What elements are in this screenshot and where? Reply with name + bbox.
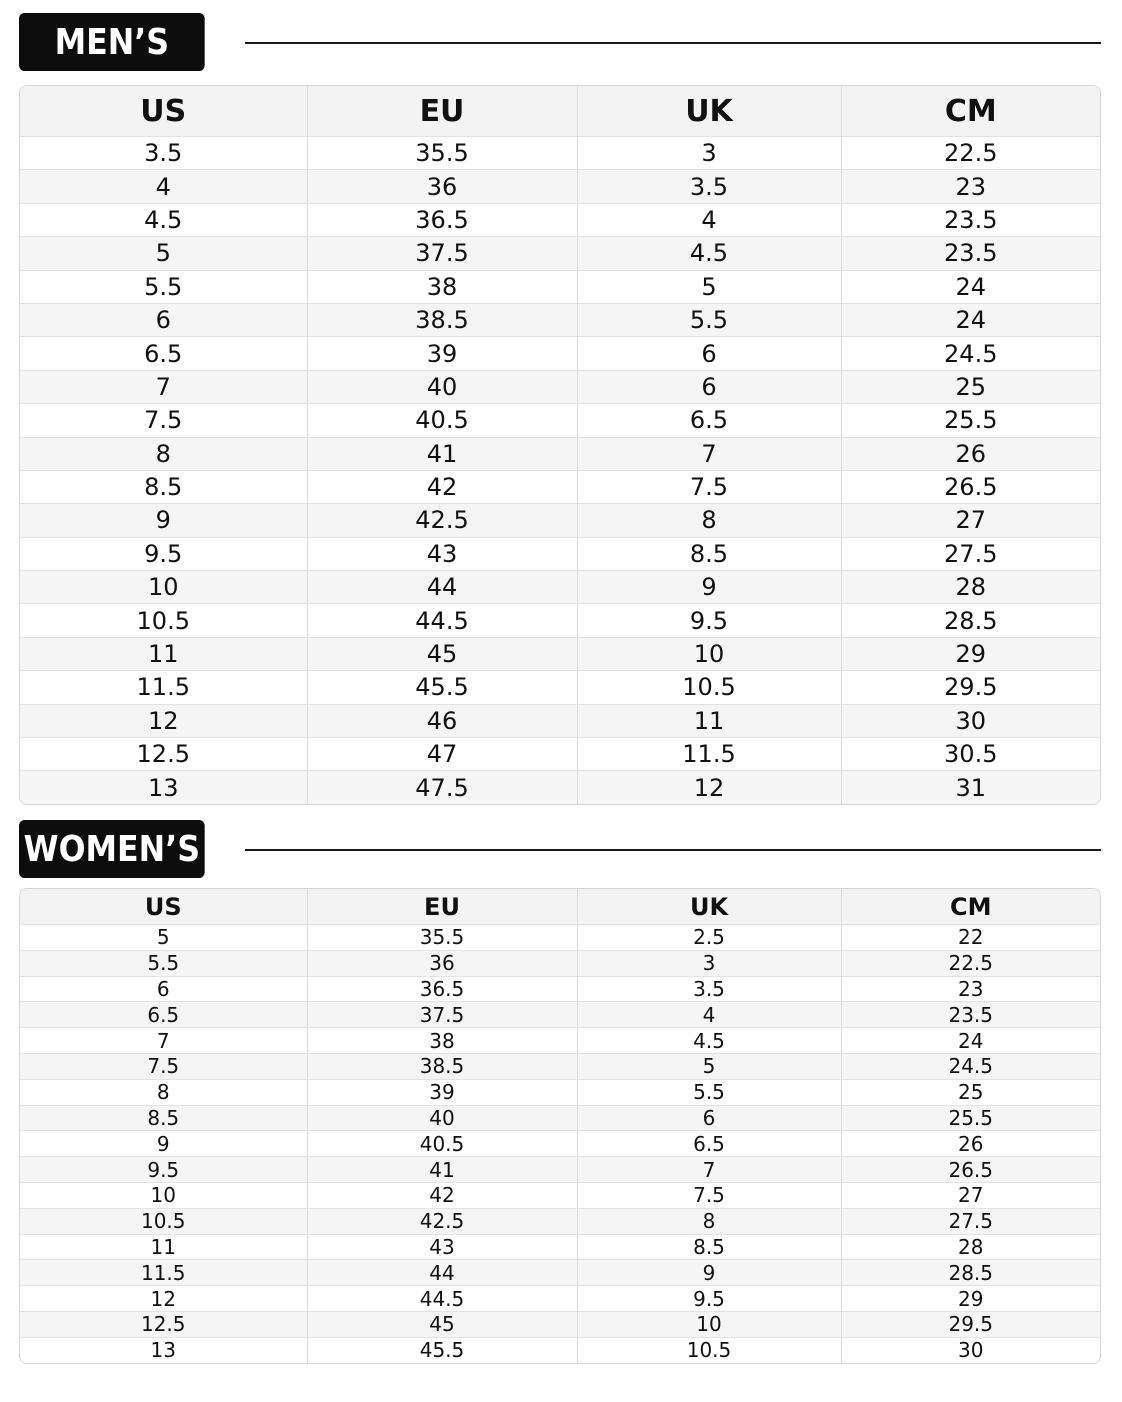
womens-cell-cm: 30 bbox=[841, 1337, 1100, 1362]
mens-cell-us: 8 bbox=[20, 437, 307, 470]
mens-table-row bbox=[20, 504, 1100, 537]
womens-header-eu: EU bbox=[307, 889, 577, 925]
womens-cell-eu: 40 bbox=[307, 1105, 577, 1131]
womens-cell-eu: 38.5 bbox=[307, 1053, 577, 1079]
mens-cell-eu: 38.5 bbox=[307, 303, 577, 336]
womens-cell-us: 13 bbox=[20, 1337, 307, 1362]
mens-table-row bbox=[20, 637, 1100, 670]
womens-cell-eu: 43 bbox=[307, 1234, 577, 1260]
womens-title-badge bbox=[19, 820, 205, 878]
mens-cell-us: 4.5 bbox=[20, 203, 307, 236]
womens-table-row bbox=[20, 1260, 1100, 1286]
womens-cell-uk: 5.5 bbox=[577, 1079, 841, 1105]
mens-size-table bbox=[20, 86, 1100, 804]
mens-cell-cm: 30 bbox=[841, 704, 1100, 737]
womens-cell-eu: 45 bbox=[307, 1311, 577, 1337]
mens-cell-eu: 47.5 bbox=[307, 771, 577, 804]
womens-cell-us: 6.5 bbox=[20, 1002, 307, 1028]
mens-cell-eu: 46 bbox=[307, 704, 577, 737]
womens-cell-uk: 10.5 bbox=[577, 1337, 841, 1362]
womens-table-row bbox=[20, 1234, 1100, 1260]
womens-cell-us: 9.5 bbox=[20, 1157, 307, 1183]
womens-cell-cm: 23.5 bbox=[841, 1002, 1100, 1028]
womens-table-row bbox=[20, 1053, 1100, 1079]
womens-table-row bbox=[20, 1208, 1100, 1234]
mens-cell-eu: 37.5 bbox=[307, 237, 577, 270]
womens-cell-cm: 22.5 bbox=[841, 950, 1100, 976]
womens-cell-uk: 8.5 bbox=[577, 1234, 841, 1260]
womens-cell-eu: 41 bbox=[307, 1157, 577, 1183]
mens-cell-uk: 3 bbox=[577, 137, 841, 170]
womens-cell-eu: 36 bbox=[307, 950, 577, 976]
mens-cell-eu: 44.5 bbox=[307, 604, 577, 637]
mens-cell-uk: 5.5 bbox=[577, 303, 841, 336]
mens-cell-us: 7 bbox=[20, 370, 307, 403]
mens-cell-us: 12 bbox=[20, 704, 307, 737]
mens-cell-uk: 10 bbox=[577, 637, 841, 670]
mens-cell-us: 13 bbox=[20, 771, 307, 804]
womens-table-row bbox=[20, 1002, 1100, 1028]
mens-cell-cm: 26 bbox=[841, 437, 1100, 470]
womens-cell-uk: 5 bbox=[577, 1053, 841, 1079]
womens-cell-uk: 8 bbox=[577, 1208, 841, 1234]
womens-cell-cm: 27.5 bbox=[841, 1208, 1100, 1234]
mens-cell-uk: 6 bbox=[577, 370, 841, 403]
womens-section-header bbox=[19, 820, 1101, 880]
mens-cell-cm: 29 bbox=[841, 637, 1100, 670]
mens-cell-cm: 23.5 bbox=[841, 237, 1100, 270]
womens-cell-us: 5.5 bbox=[20, 950, 307, 976]
mens-header-row bbox=[20, 86, 1100, 137]
mens-cell-uk: 4.5 bbox=[577, 237, 841, 270]
womens-table-row bbox=[20, 1079, 1100, 1105]
womens-cell-eu: 44 bbox=[307, 1260, 577, 1286]
womens-cell-us: 9 bbox=[20, 1131, 307, 1157]
womens-cell-eu: 45.5 bbox=[307, 1337, 577, 1362]
mens-cell-us: 7.5 bbox=[20, 404, 307, 437]
mens-cell-uk: 9.5 bbox=[577, 604, 841, 637]
mens-cell-uk: 10.5 bbox=[577, 671, 841, 704]
mens-cell-cm: 22.5 bbox=[841, 137, 1100, 170]
womens-cell-eu: 40.5 bbox=[307, 1131, 577, 1157]
womens-cell-cm: 25.5 bbox=[841, 1105, 1100, 1131]
mens-header-eu: EU bbox=[307, 86, 577, 137]
womens-title: WOMEN’S bbox=[23, 828, 201, 870]
womens-table-row bbox=[20, 1028, 1100, 1054]
mens-table-row bbox=[20, 437, 1100, 470]
mens-cell-eu: 39 bbox=[307, 337, 577, 370]
womens-cell-uk: 3.5 bbox=[577, 976, 841, 1002]
womens-cell-uk: 2.5 bbox=[577, 925, 841, 951]
womens-cell-us: 11.5 bbox=[20, 1260, 307, 1286]
mens-header-us: US bbox=[20, 86, 307, 137]
womens-cell-eu: 38 bbox=[307, 1028, 577, 1054]
womens-table-row bbox=[20, 1157, 1100, 1183]
womens-cell-eu: 36.5 bbox=[307, 976, 577, 1002]
womens-cell-eu: 39 bbox=[307, 1079, 577, 1105]
mens-table-row bbox=[20, 270, 1100, 303]
mens-title: MEN’S bbox=[54, 21, 170, 63]
womens-cell-cm: 26.5 bbox=[841, 1157, 1100, 1183]
mens-table-row bbox=[20, 370, 1100, 403]
mens-table-row bbox=[20, 303, 1100, 336]
mens-cell-eu: 45.5 bbox=[307, 671, 577, 704]
mens-cell-uk: 11.5 bbox=[577, 738, 841, 771]
womens-table-row bbox=[20, 925, 1100, 951]
mens-cell-cm: 24 bbox=[841, 303, 1100, 336]
mens-cell-cm: 28.5 bbox=[841, 604, 1100, 637]
womens-cell-cm: 24 bbox=[841, 1028, 1100, 1054]
mens-cell-cm: 27 bbox=[841, 504, 1100, 537]
mens-cell-cm: 25 bbox=[841, 370, 1100, 403]
womens-cell-cm: 29 bbox=[841, 1286, 1100, 1312]
mens-title-badge bbox=[19, 13, 205, 71]
womens-cell-cm: 26 bbox=[841, 1131, 1100, 1157]
womens-cell-eu: 35.5 bbox=[307, 925, 577, 951]
mens-cell-uk: 4 bbox=[577, 203, 841, 236]
womens-divider-line bbox=[245, 849, 1101, 851]
mens-cell-us: 10.5 bbox=[20, 604, 307, 637]
mens-cell-us: 3.5 bbox=[20, 137, 307, 170]
womens-cell-us: 11 bbox=[20, 1234, 307, 1260]
womens-cell-eu: 42.5 bbox=[307, 1208, 577, 1234]
mens-cell-cm: 31 bbox=[841, 771, 1100, 804]
mens-table-row bbox=[20, 170, 1100, 203]
womens-cell-uk: 6 bbox=[577, 1105, 841, 1131]
womens-cell-uk: 7.5 bbox=[577, 1182, 841, 1208]
womens-header-us: US bbox=[20, 889, 307, 925]
mens-table-row bbox=[20, 470, 1100, 503]
mens-cell-eu: 38 bbox=[307, 270, 577, 303]
mens-cell-cm: 23 bbox=[841, 170, 1100, 203]
mens-cell-eu: 43 bbox=[307, 537, 577, 570]
mens-table-row bbox=[20, 738, 1100, 771]
mens-header-cm: CM bbox=[841, 86, 1100, 137]
mens-cell-eu: 41 bbox=[307, 437, 577, 470]
mens-cell-us: 6.5 bbox=[20, 337, 307, 370]
mens-size-table-container bbox=[19, 85, 1101, 805]
mens-cell-us: 8.5 bbox=[20, 470, 307, 503]
womens-cell-eu: 37.5 bbox=[307, 1002, 577, 1028]
mens-cell-cm: 24 bbox=[841, 270, 1100, 303]
mens-cell-us: 12.5 bbox=[20, 738, 307, 771]
mens-cell-us: 5 bbox=[20, 237, 307, 270]
mens-cell-uk: 7 bbox=[577, 437, 841, 470]
womens-cell-uk: 4 bbox=[577, 1002, 841, 1028]
womens-header-uk: UK bbox=[577, 889, 841, 925]
mens-cell-uk: 12 bbox=[577, 771, 841, 804]
womens-cell-us: 7 bbox=[20, 1028, 307, 1054]
womens-cell-cm: 27 bbox=[841, 1182, 1100, 1208]
womens-cell-cm: 22 bbox=[841, 925, 1100, 951]
womens-cell-uk: 4.5 bbox=[577, 1028, 841, 1054]
mens-table-row bbox=[20, 404, 1100, 437]
mens-cell-cm: 27.5 bbox=[841, 537, 1100, 570]
mens-cell-eu: 44 bbox=[307, 571, 577, 604]
womens-table-row bbox=[20, 1182, 1100, 1208]
womens-table-row bbox=[20, 976, 1100, 1002]
womens-cell-cm: 25 bbox=[841, 1079, 1100, 1105]
womens-table-row bbox=[20, 1105, 1100, 1131]
womens-cell-uk: 10 bbox=[577, 1311, 841, 1337]
mens-table-row bbox=[20, 604, 1100, 637]
mens-cell-uk: 3.5 bbox=[577, 170, 841, 203]
womens-table-row bbox=[20, 1131, 1100, 1157]
womens-cell-cm: 23 bbox=[841, 976, 1100, 1002]
mens-cell-cm: 28 bbox=[841, 571, 1100, 604]
mens-cell-eu: 36 bbox=[307, 170, 577, 203]
mens-cell-uk: 6.5 bbox=[577, 404, 841, 437]
mens-cell-us: 6 bbox=[20, 303, 307, 336]
womens-table-row bbox=[20, 1311, 1100, 1337]
mens-table-row bbox=[20, 771, 1100, 804]
mens-cell-us: 11 bbox=[20, 637, 307, 670]
womens-cell-us: 6 bbox=[20, 976, 307, 1002]
womens-cell-eu: 42 bbox=[307, 1182, 577, 1208]
mens-table-row bbox=[20, 203, 1100, 236]
womens-cell-cm: 28 bbox=[841, 1234, 1100, 1260]
womens-cell-uk: 9 bbox=[577, 1260, 841, 1286]
mens-cell-cm: 29.5 bbox=[841, 671, 1100, 704]
mens-cell-cm: 26.5 bbox=[841, 470, 1100, 503]
womens-cell-us: 12.5 bbox=[20, 1311, 307, 1337]
mens-cell-uk: 7.5 bbox=[577, 470, 841, 503]
womens-cell-cm: 28.5 bbox=[841, 1260, 1100, 1286]
mens-cell-cm: 30.5 bbox=[841, 738, 1100, 771]
womens-cell-us: 12 bbox=[20, 1286, 307, 1312]
mens-cell-uk: 11 bbox=[577, 704, 841, 737]
womens-size-table bbox=[20, 889, 1100, 1363]
mens-section-header bbox=[19, 13, 1101, 73]
mens-table-row bbox=[20, 671, 1100, 704]
womens-cell-us: 10.5 bbox=[20, 1208, 307, 1234]
mens-cell-us: 10 bbox=[20, 571, 307, 604]
mens-table-row bbox=[20, 337, 1100, 370]
womens-cell-us: 8 bbox=[20, 1079, 307, 1105]
mens-cell-uk: 8 bbox=[577, 504, 841, 537]
mens-cell-eu: 45 bbox=[307, 637, 577, 670]
womens-cell-uk: 7 bbox=[577, 1157, 841, 1183]
mens-cell-eu: 36.5 bbox=[307, 203, 577, 236]
mens-cell-uk: 6 bbox=[577, 337, 841, 370]
mens-cell-cm: 23.5 bbox=[841, 203, 1100, 236]
womens-cell-us: 10 bbox=[20, 1182, 307, 1208]
womens-cell-uk: 6.5 bbox=[577, 1131, 841, 1157]
womens-cell-cm: 24.5 bbox=[841, 1053, 1100, 1079]
mens-cell-eu: 40.5 bbox=[307, 404, 577, 437]
mens-table-row bbox=[20, 137, 1100, 170]
mens-cell-us: 9 bbox=[20, 504, 307, 537]
mens-cell-eu: 47 bbox=[307, 738, 577, 771]
mens-table-row bbox=[20, 571, 1100, 604]
mens-cell-uk: 5 bbox=[577, 270, 841, 303]
mens-table-row bbox=[20, 537, 1100, 570]
mens-cell-us: 11.5 bbox=[20, 671, 307, 704]
womens-cell-us: 7.5 bbox=[20, 1053, 307, 1079]
womens-cell-uk: 3 bbox=[577, 950, 841, 976]
mens-cell-us: 5.5 bbox=[20, 270, 307, 303]
mens-cell-uk: 9 bbox=[577, 571, 841, 604]
womens-cell-uk: 9.5 bbox=[577, 1286, 841, 1312]
mens-cell-us: 4 bbox=[20, 170, 307, 203]
mens-header-uk: UK bbox=[577, 86, 841, 137]
mens-cell-eu: 35.5 bbox=[307, 137, 577, 170]
mens-cell-cm: 25.5 bbox=[841, 404, 1100, 437]
mens-table-row bbox=[20, 704, 1100, 737]
womens-header-row bbox=[20, 889, 1100, 925]
womens-size-table-container bbox=[19, 888, 1101, 1364]
womens-cell-us: 8.5 bbox=[20, 1105, 307, 1131]
mens-cell-eu: 40 bbox=[307, 370, 577, 403]
mens-cell-eu: 42 bbox=[307, 470, 577, 503]
mens-cell-eu: 42.5 bbox=[307, 504, 577, 537]
mens-cell-cm: 24.5 bbox=[841, 337, 1100, 370]
womens-header-cm: CM bbox=[841, 889, 1100, 925]
womens-table-row bbox=[20, 1337, 1100, 1362]
mens-cell-us: 9.5 bbox=[20, 537, 307, 570]
womens-cell-cm: 29.5 bbox=[841, 1311, 1100, 1337]
womens-table-row bbox=[20, 950, 1100, 976]
womens-cell-eu: 44.5 bbox=[307, 1286, 577, 1312]
mens-table-row bbox=[20, 237, 1100, 270]
mens-cell-uk: 8.5 bbox=[577, 537, 841, 570]
womens-table-row bbox=[20, 1286, 1100, 1312]
womens-cell-us: 5 bbox=[20, 925, 307, 951]
mens-divider-line bbox=[245, 42, 1101, 44]
